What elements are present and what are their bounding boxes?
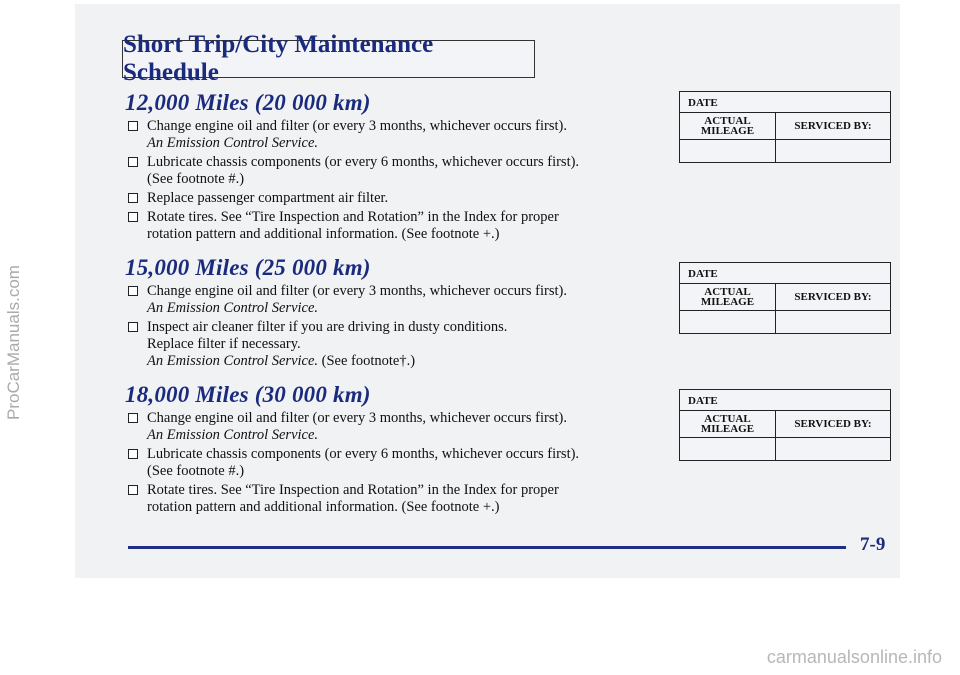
side-watermark: ProCarManuals.com [4, 265, 23, 420]
section-18000 [125, 382, 655, 516]
service-record-box [679, 389, 891, 461]
mileage-label: ACTUAL MILEAGE [680, 113, 776, 139]
checkbox-icon[interactable] [128, 413, 138, 423]
mileage-field[interactable] [680, 140, 776, 162]
section-heading: 15,000 Miles (25 000 km) [125, 255, 371, 280]
date-field[interactable]: DATE [680, 390, 890, 411]
page-title: Short Trip/City Maintenance Schedule [122, 40, 535, 78]
service-record-box [679, 262, 891, 334]
checkbox-icon[interactable] [128, 121, 138, 131]
mileage-label: ACTUAL MILEAGE [680, 284, 776, 310]
checkbox-icon[interactable] [128, 286, 138, 296]
bottom-watermark: carmanualsonline.info [766, 647, 942, 667]
list-item: Replace passenger compartment air filter. [125, 190, 655, 207]
mileage-label: ACTUAL MILEAGE [680, 411, 776, 437]
list-item: Change engine oil and filter (or every 3 months, whichever occurs first). An Emission Control Service. [125, 283, 655, 317]
list-item: Rotate tires. See “Tire Inspection and Rotation” in the Index for proper rotation pattern and additional information. (See footnote +.) [125, 482, 655, 516]
checkbox-icon[interactable] [128, 157, 138, 167]
checkbox-icon[interactable] [128, 212, 138, 222]
serviced-by-label: SERVICED BY: [794, 418, 872, 430]
section-15000 [125, 255, 655, 370]
service-record-box [679, 91, 891, 163]
list-item: Change engine oil and filter (or every 3 months, whichever occurs first). An Emission Control Service. [125, 410, 655, 444]
checkbox-icon[interactable] [128, 193, 138, 203]
serviced-by-label: SERVICED BY: [794, 120, 872, 132]
section-heading: 18,000 Miles (30 000 km) [125, 382, 371, 407]
serviced-by-field[interactable] [776, 438, 890, 460]
checkbox-icon[interactable] [128, 485, 138, 495]
serviced-by-field[interactable] [776, 140, 890, 162]
list-item: Rotate tires. See “Tire Inspection and Rotation” in the Index for proper rotation pattern and additional information. (See footnote +.) [125, 209, 655, 243]
serviced-by-field[interactable] [776, 311, 890, 333]
serviced-by-label: SERVICED BY: [794, 291, 872, 303]
list-item: Change engine oil and filter (or every 3 months, whichever occurs first). An Emission Control Service. [125, 118, 655, 152]
checkbox-icon[interactable] [128, 322, 138, 332]
footer-rule [128, 546, 846, 549]
list-item: Inspect air cleaner filter if you are driving in dusty conditions. Replace filter if necessary. An Emission Control Service. (See footnote†.) [125, 319, 655, 370]
section-12000 [125, 90, 655, 243]
page-number: 7-9 [860, 534, 886, 555]
section-heading: 12,000 Miles (20 000 km) [125, 90, 371, 115]
checkbox-icon[interactable] [128, 449, 138, 459]
mileage-field[interactable] [680, 311, 776, 333]
list-item: Lubricate chassis components (or every 6 months, whichever occurs first). (See footnote #.) [125, 446, 655, 480]
list-item: Lubricate chassis components (or every 6 months, whichever occurs first). (See footnote #.) [125, 154, 655, 188]
mileage-field[interactable] [680, 438, 776, 460]
date-field[interactable]: DATE [680, 92, 890, 113]
date-field[interactable]: DATE [680, 263, 890, 284]
